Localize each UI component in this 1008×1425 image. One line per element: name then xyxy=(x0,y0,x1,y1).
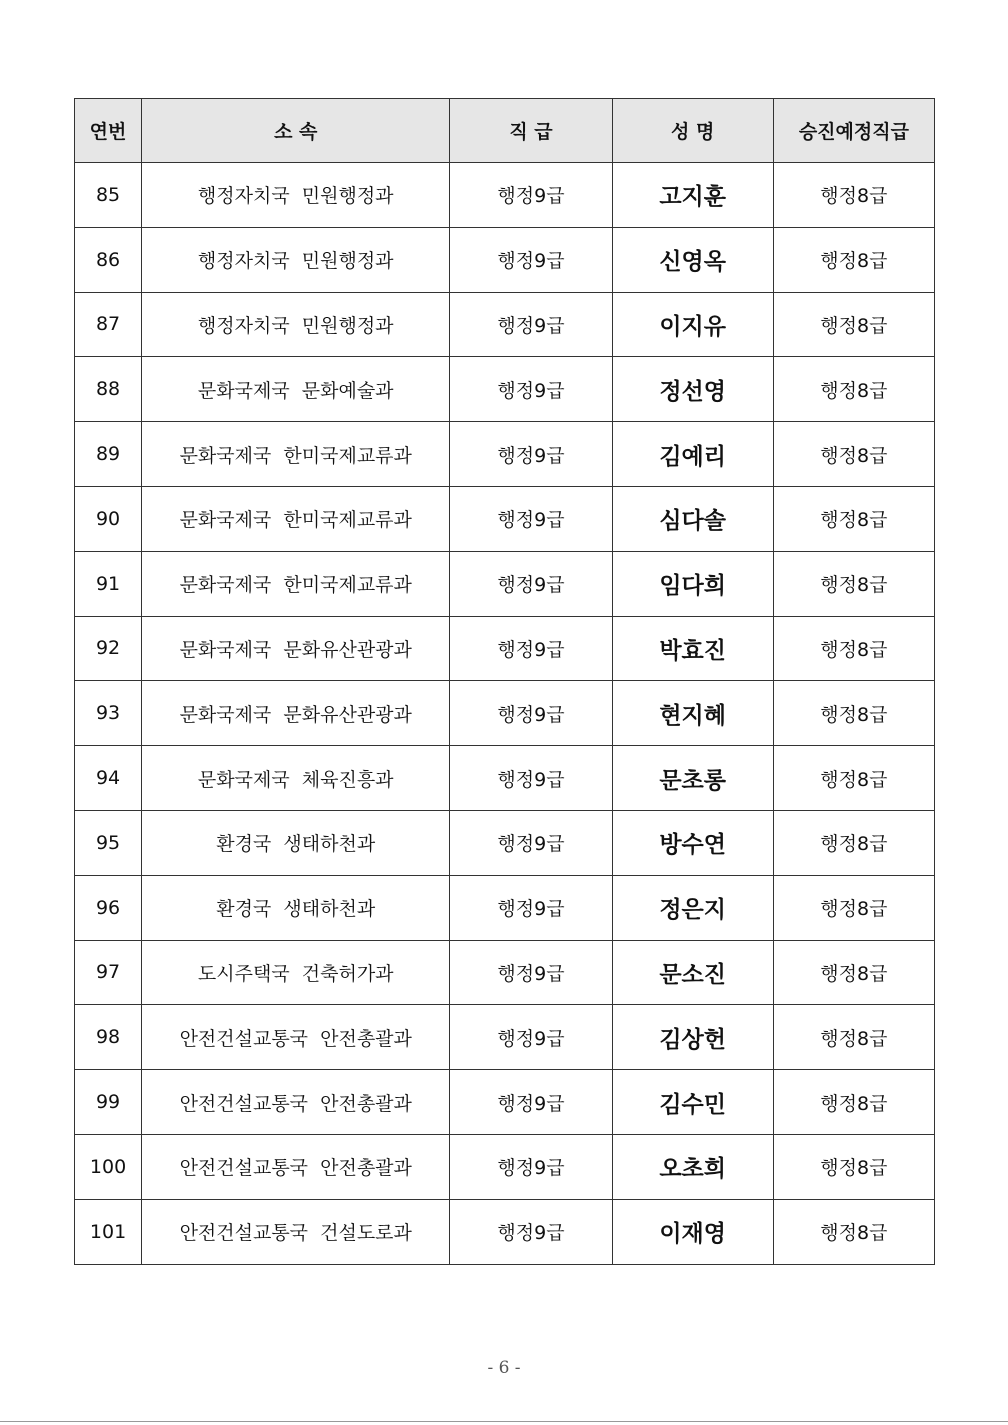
cell-dept: 문화국제국 문화유산관광과 xyxy=(142,616,450,681)
cell-name: 김예리 xyxy=(612,422,773,487)
cell-name: 고지훈 xyxy=(612,163,773,228)
table-row xyxy=(75,1199,935,1264)
table-body xyxy=(75,163,935,1265)
cell-no: 100 xyxy=(75,1134,142,1199)
cell-no: 86 xyxy=(75,227,142,292)
cell-grade: 행정9급 xyxy=(450,422,612,487)
cell-name: 오초희 xyxy=(612,1134,773,1199)
cell-promo: 행정8급 xyxy=(773,875,934,940)
cell-name: 김상헌 xyxy=(612,1005,773,1070)
cell-promo: 행정8급 xyxy=(773,486,934,551)
cell-promo: 행정8급 xyxy=(773,163,934,228)
cell-dept: 안전건설교통국 안전총괄과 xyxy=(142,1134,450,1199)
cell-grade: 행정9급 xyxy=(450,1005,612,1070)
cell-grade: 행정9급 xyxy=(450,292,612,357)
cell-name: 박효진 xyxy=(612,616,773,681)
cell-grade: 행정9급 xyxy=(450,486,612,551)
cell-promo: 행정8급 xyxy=(773,746,934,811)
table-row xyxy=(75,616,935,681)
cell-name: 임다희 xyxy=(612,551,773,616)
cell-name: 이지유 xyxy=(612,292,773,357)
cell-grade: 행정9급 xyxy=(450,616,612,681)
cell-name: 이재영 xyxy=(612,1199,773,1264)
cell-dept: 문화국제국 문화유산관광과 xyxy=(142,681,450,746)
cell-grade: 행정9급 xyxy=(450,1070,612,1135)
cell-no: 87 xyxy=(75,292,142,357)
cell-no: 89 xyxy=(75,422,142,487)
cell-name: 방수연 xyxy=(612,810,773,875)
table-row xyxy=(75,227,935,292)
header-row xyxy=(75,99,935,163)
cell-dept: 안전건설교통국 안전총괄과 xyxy=(142,1005,450,1070)
cell-promo: 행정8급 xyxy=(773,1199,934,1264)
cell-grade: 행정9급 xyxy=(450,357,612,422)
cell-name: 신영옥 xyxy=(612,227,773,292)
cell-dept: 문화국제국 체육진흥과 xyxy=(142,746,450,811)
promotion-table xyxy=(74,98,935,1265)
page-number: - 6 - xyxy=(487,1358,521,1378)
cell-dept: 문화국제국 한미국제교류과 xyxy=(142,422,450,487)
cell-no: 90 xyxy=(75,486,142,551)
cell-grade: 행정9급 xyxy=(450,810,612,875)
cell-name: 김수민 xyxy=(612,1070,773,1135)
table-row xyxy=(75,292,935,357)
table-row xyxy=(75,357,935,422)
table-row xyxy=(75,746,935,811)
cell-grade: 행정9급 xyxy=(450,227,612,292)
table-row xyxy=(75,810,935,875)
cell-no: 97 xyxy=(75,940,142,1005)
cell-grade: 행정9급 xyxy=(450,746,612,811)
cell-dept: 행정자치국 민원행정과 xyxy=(142,163,450,228)
cell-no: 96 xyxy=(75,875,142,940)
cell-promo: 행정8급 xyxy=(773,940,934,1005)
cell-promo: 행정8급 xyxy=(773,810,934,875)
cell-name: 현지혜 xyxy=(612,681,773,746)
cell-name: 심다솔 xyxy=(612,486,773,551)
cell-dept: 행정자치국 민원행정과 xyxy=(142,292,450,357)
cell-name: 문초롱 xyxy=(612,746,773,811)
cell-promo: 행정8급 xyxy=(773,1005,934,1070)
header-name: 성 명 xyxy=(612,99,773,163)
cell-no: 92 xyxy=(75,616,142,681)
cell-no: 85 xyxy=(75,163,142,228)
header-promo: 승진예정직급 xyxy=(773,99,934,163)
header-dept: 소 속 xyxy=(142,99,450,163)
cell-no: 99 xyxy=(75,1070,142,1135)
table-row xyxy=(75,1070,935,1135)
cell-promo: 행정8급 xyxy=(773,616,934,681)
cell-promo: 행정8급 xyxy=(773,292,934,357)
header-no: 연번 xyxy=(75,99,142,163)
cell-name: 문소진 xyxy=(612,940,773,1005)
cell-promo: 행정8급 xyxy=(773,551,934,616)
cell-grade: 행정9급 xyxy=(450,163,612,228)
table-row xyxy=(75,422,935,487)
cell-promo: 행정8급 xyxy=(773,681,934,746)
cell-promo: 행정8급 xyxy=(773,357,934,422)
cell-dept: 문화국제국 한미국제교류과 xyxy=(142,486,450,551)
cell-grade: 행정9급 xyxy=(450,875,612,940)
header-grade: 직 급 xyxy=(450,99,612,163)
cell-promo: 행정8급 xyxy=(773,1134,934,1199)
cell-no: 94 xyxy=(75,746,142,811)
cell-dept: 환경국 생태하천과 xyxy=(142,810,450,875)
table-row xyxy=(75,681,935,746)
table-row xyxy=(75,1005,935,1070)
cell-no: 98 xyxy=(75,1005,142,1070)
cell-promo: 행정8급 xyxy=(773,422,934,487)
table-row xyxy=(75,1134,935,1199)
cell-promo: 행정8급 xyxy=(773,227,934,292)
table-header xyxy=(75,99,935,163)
table-row xyxy=(75,486,935,551)
cell-dept: 안전건설교통국 건설도로과 xyxy=(142,1199,450,1264)
cell-grade: 행정9급 xyxy=(450,1134,612,1199)
table-row xyxy=(75,551,935,616)
cell-dept: 안전건설교통국 안전총괄과 xyxy=(142,1070,450,1135)
table-row xyxy=(75,875,935,940)
footer-rule xyxy=(0,1421,1008,1422)
cell-name: 정은지 xyxy=(612,875,773,940)
cell-no: 91 xyxy=(75,551,142,616)
cell-name: 정선영 xyxy=(612,357,773,422)
cell-no: 88 xyxy=(75,357,142,422)
cell-grade: 행정9급 xyxy=(450,1199,612,1264)
cell-no: 101 xyxy=(75,1199,142,1264)
cell-dept: 문화국제국 문화예술과 xyxy=(142,357,450,422)
table-row xyxy=(75,163,935,228)
cell-grade: 행정9급 xyxy=(450,681,612,746)
cell-no: 95 xyxy=(75,810,142,875)
cell-dept: 환경국 생태하천과 xyxy=(142,875,450,940)
cell-dept: 행정자치국 민원행정과 xyxy=(142,227,450,292)
cell-grade: 행정9급 xyxy=(450,551,612,616)
cell-no: 93 xyxy=(75,681,142,746)
cell-dept: 문화국제국 한미국제교류과 xyxy=(142,551,450,616)
cell-dept: 도시주택국 건축허가과 xyxy=(142,940,450,1005)
table-row xyxy=(75,940,935,1005)
cell-promo: 행정8급 xyxy=(773,1070,934,1135)
cell-grade: 행정9급 xyxy=(450,940,612,1005)
